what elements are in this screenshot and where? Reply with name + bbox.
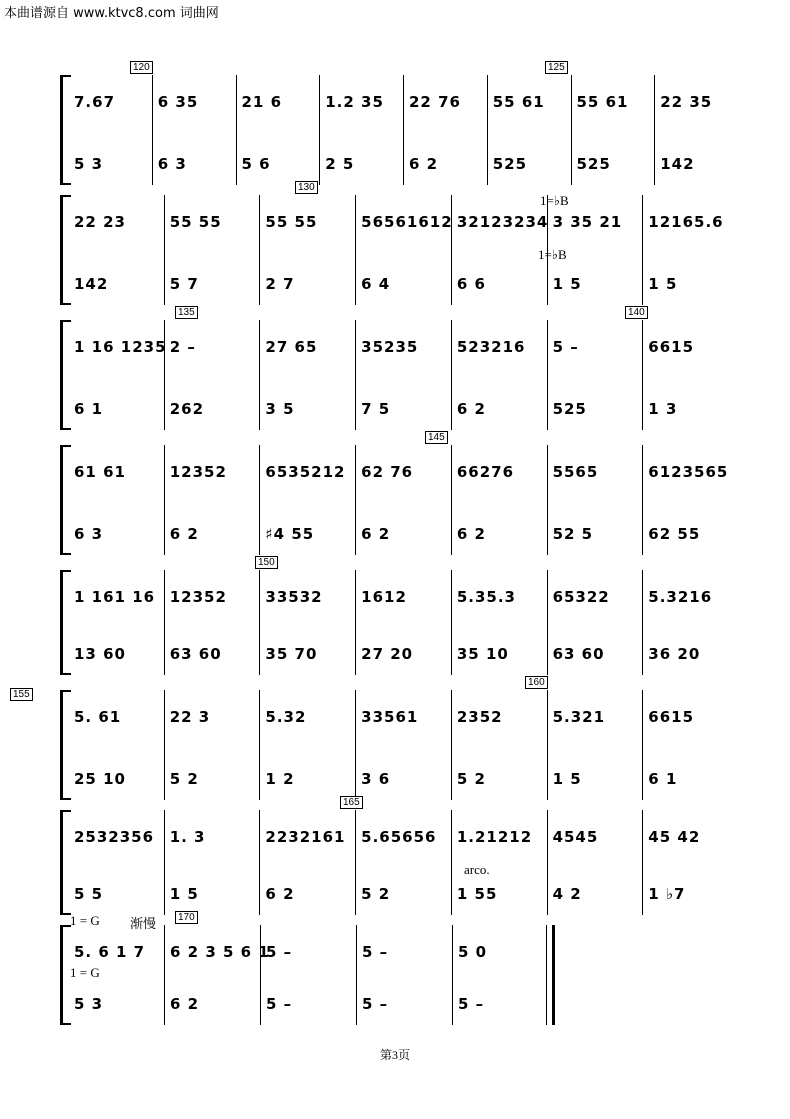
barline: [356, 925, 357, 1025]
lower-measure: 5 –: [362, 995, 389, 1013]
staff-system: [60, 912, 730, 1025]
upper-measure: 2532356: [74, 828, 155, 846]
upper-measure: 5 –: [362, 943, 389, 961]
lower-measure: 6 3: [74, 525, 104, 543]
barline: [571, 75, 572, 185]
barline: [355, 810, 356, 915]
upper-measure: 6 2 3 5 6 1: [170, 943, 270, 961]
upper-measure: 12352: [169, 588, 227, 606]
barline: [355, 195, 356, 305]
lower-measure: 63 60: [169, 645, 222, 663]
upper-measure: 1612: [361, 588, 407, 606]
measure-number: 155: [10, 688, 33, 701]
measure-number: 165: [340, 796, 363, 809]
measure-number: 125: [545, 61, 568, 74]
upper-measure: 12165.6: [648, 213, 724, 231]
barline: [164, 925, 165, 1025]
lower-measure: 262: [169, 400, 205, 418]
page-number: 第3页: [379, 1048, 410, 1062]
final-barline-thick: [552, 925, 555, 1025]
staff-system: [60, 182, 730, 305]
barline: [487, 75, 488, 185]
barline: [547, 320, 548, 430]
barline: [355, 690, 356, 800]
upper-measure: 5.65656: [361, 828, 437, 846]
lower-measure: 2 7: [265, 275, 295, 293]
upper-measure: 5.32: [265, 708, 307, 726]
lower-measure: 13 60: [74, 645, 126, 663]
measure-number: 120: [130, 61, 153, 74]
lower-measure: 3 6: [361, 770, 391, 788]
lower-measure: 25 10: [74, 770, 126, 788]
measure-number: 130: [295, 181, 318, 194]
score-annotation: 1=♭B: [538, 247, 567, 262]
score-annotation: arco.: [464, 862, 490, 877]
lower-measure: 4 2: [552, 885, 582, 903]
lower-measure: 5 –: [266, 995, 293, 1013]
upper-measure: 5.35.3: [456, 588, 516, 606]
upper-measure: 5 0: [458, 943, 488, 961]
lower-measure: 6 6: [456, 275, 486, 293]
system-brace: [60, 320, 71, 430]
barline: [236, 75, 237, 185]
upper-measure: 55 55: [265, 213, 318, 231]
lower-measure: 27 20: [361, 645, 414, 663]
lower-measure: 525: [492, 155, 528, 173]
upper-measure: 55 61: [492, 93, 545, 111]
barline: [164, 810, 165, 915]
upper-measure: 1 16 1235: [74, 338, 167, 356]
barline: [355, 445, 356, 555]
upper-measure: 22 3: [169, 708, 211, 726]
lower-measure: 5 6: [241, 155, 271, 173]
upper-measure: 12352: [169, 463, 227, 481]
barline: [642, 320, 643, 430]
lower-measure: 3 5: [265, 400, 295, 418]
upper-measure: 6123565: [648, 463, 729, 481]
barline: [451, 195, 452, 305]
system-brace: [60, 445, 71, 555]
barline: [355, 320, 356, 430]
measure-number: 135: [175, 306, 198, 319]
lower-measure: 5 7: [169, 275, 199, 293]
lower-measure: 1 5: [552, 770, 582, 788]
measure-number: 160: [525, 676, 548, 689]
barline: [259, 195, 260, 305]
upper-measure: 3 35 21: [552, 213, 623, 231]
lower-measure: 5 3: [74, 155, 104, 173]
system-brace: [60, 75, 71, 185]
lower-measure: 63 60: [552, 645, 605, 663]
barline: [164, 445, 165, 555]
barline: [547, 570, 548, 675]
barline: [152, 75, 153, 185]
upper-measure: 2 –: [169, 338, 196, 356]
lower-measure: 525: [552, 400, 587, 418]
upper-measure: 65322: [552, 588, 610, 606]
upper-measure: 1 161 16: [74, 588, 156, 606]
barline: [319, 75, 320, 185]
barline: [547, 810, 548, 915]
upper-measure: 66276: [456, 463, 515, 481]
staff-system: [60, 432, 730, 555]
measure-number: 140: [625, 306, 648, 319]
barline: [164, 570, 165, 675]
barline: [164, 320, 165, 430]
barline: [654, 75, 655, 185]
barline: [259, 570, 260, 675]
lower-measure: 35 70: [265, 645, 318, 663]
upper-measure: 33561: [361, 708, 419, 726]
lower-measure: 36 20: [648, 645, 701, 663]
staff-system: [13, 677, 730, 800]
barline: [259, 810, 260, 915]
lower-measure: 6 3: [157, 155, 187, 173]
lower-measure: 7 5: [361, 400, 391, 418]
upper-measure: 2232161: [265, 828, 346, 846]
score-annotation: 1 = G: [70, 965, 100, 980]
lower-measure: 142: [74, 275, 109, 293]
upper-measure: 5. 6 1 7: [74, 943, 146, 961]
lower-measure: 6 2: [170, 995, 200, 1013]
barline: [451, 570, 452, 675]
lower-measure: 2 5: [325, 155, 355, 173]
upper-measure: 6615: [648, 708, 695, 726]
barline: [259, 445, 260, 555]
upper-measure: 6535212: [265, 463, 346, 481]
lower-measure: 1 5: [552, 275, 582, 293]
lower-measure: 5 3: [74, 995, 104, 1013]
system-brace: [60, 195, 71, 305]
final-barline-thin: [546, 925, 547, 1025]
barline: [259, 690, 260, 800]
barline: [642, 195, 643, 305]
lower-measure: 1 5: [169, 885, 199, 903]
upper-measure: 33532: [265, 588, 323, 606]
upper-measure: 62 76: [361, 463, 414, 481]
barline: [642, 690, 643, 800]
upper-measure: 45 42: [648, 828, 701, 846]
lower-measure: 5 2: [361, 885, 391, 903]
barline: [547, 690, 548, 800]
lower-measure: 5 2: [456, 770, 486, 788]
barline: [642, 445, 643, 555]
lower-measure: 5 5: [74, 885, 104, 903]
barline: [403, 75, 404, 185]
upper-measure: 5 –: [266, 943, 293, 961]
upper-measure: 5565: [552, 463, 599, 481]
upper-measure: 55 61: [576, 93, 629, 111]
lower-measure: 6 2: [265, 885, 295, 903]
lower-measure: 142: [660, 155, 695, 173]
score-annotation: 渐慢: [130, 916, 157, 931]
upper-measure: 55 55: [169, 213, 222, 231]
lower-measure: 6 1: [74, 400, 104, 418]
upper-measure: 5.321: [552, 708, 606, 726]
barline: [452, 925, 453, 1025]
upper-measure: 21 6: [241, 93, 283, 111]
lower-measure: 1 ♭7: [648, 885, 686, 903]
barline: [355, 570, 356, 675]
staff-system: [60, 307, 730, 430]
barline: [547, 445, 548, 555]
source-header: 本曲谱源自 www.ktvc8.com 词曲网: [4, 6, 219, 21]
lower-measure: 525: [576, 155, 611, 173]
system-brace: [60, 810, 71, 915]
barline: [451, 690, 452, 800]
upper-measure: 5 –: [552, 338, 579, 356]
staff-system: [60, 557, 730, 675]
staff-system: [60, 797, 730, 915]
lower-measure: 6 2: [169, 525, 199, 543]
measure-number: 150: [255, 556, 278, 569]
lower-measure: 35 10: [456, 645, 509, 663]
lower-measure: 6 2: [456, 525, 486, 543]
upper-measure: 1. 3: [169, 828, 206, 846]
system-brace: [60, 690, 71, 800]
upper-measure: 27 65: [265, 338, 318, 356]
upper-measure: 32123234: [456, 213, 549, 231]
upper-measure: 6615: [648, 338, 695, 356]
barline: [451, 810, 452, 915]
lower-measure: 6 2: [361, 525, 391, 543]
lower-measure: ♯4 55: [265, 525, 315, 543]
barline: [164, 690, 165, 800]
system-brace: [60, 570, 71, 675]
lower-measure: 1 5: [648, 275, 678, 293]
upper-measure: 523216: [456, 338, 526, 356]
lower-measure: 6 1: [648, 770, 678, 788]
upper-measure: 6 35: [157, 93, 199, 111]
measure-number: 145: [425, 431, 448, 444]
lower-measure: 1 3: [648, 400, 678, 418]
upper-measure: 1.2 35: [325, 93, 384, 111]
upper-measure: 7.67: [74, 93, 116, 111]
barline: [164, 195, 165, 305]
lower-measure: 1 55: [456, 885, 498, 903]
lower-measure: 52 5: [552, 525, 594, 543]
score-annotation: 1=♭B: [540, 193, 569, 208]
barline: [259, 320, 260, 430]
barline: [451, 320, 452, 430]
barline: [451, 445, 452, 555]
barline: [260, 925, 261, 1025]
upper-measure: 22 23: [74, 213, 126, 231]
lower-measure: 62 55: [648, 525, 701, 543]
measure-number: 170: [175, 911, 198, 924]
upper-measure: 35235: [361, 338, 419, 356]
upper-measure: 5. 61: [74, 708, 122, 726]
upper-measure: 56561612: [361, 213, 453, 231]
lower-measure: 6 4: [361, 275, 391, 293]
upper-measure: 22 35: [660, 93, 713, 111]
upper-measure: 4545: [552, 828, 599, 846]
barline: [642, 810, 643, 915]
upper-measure: 5.3216: [648, 588, 713, 606]
lower-measure: 6 2: [409, 155, 439, 173]
upper-measure: 1.21212: [456, 828, 533, 846]
upper-measure: 22 76: [409, 93, 461, 111]
lower-measure: 5 –: [458, 995, 485, 1013]
lower-measure: 1 2: [265, 770, 295, 788]
score-annotation: 1 = G: [70, 913, 100, 928]
lower-measure: 6 2: [456, 400, 486, 418]
barline: [642, 570, 643, 675]
lower-measure: 5 2: [169, 770, 199, 788]
upper-measure: 61 61: [74, 463, 126, 481]
upper-measure: 2352: [456, 708, 503, 726]
